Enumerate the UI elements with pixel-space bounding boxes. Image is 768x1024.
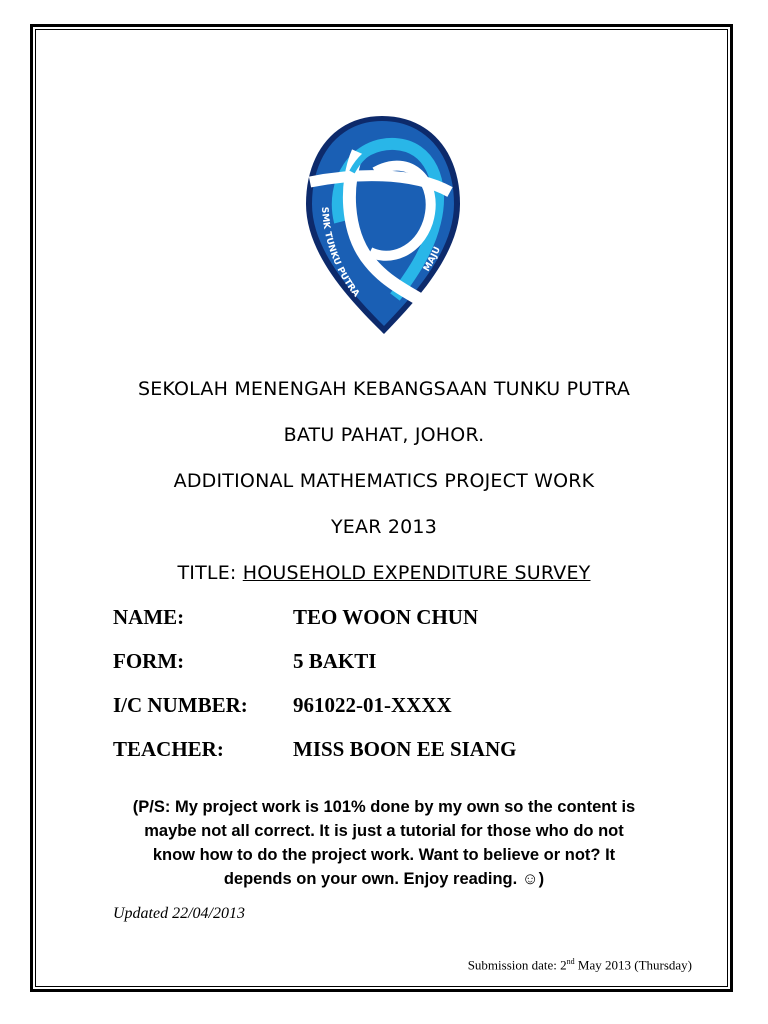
submission-rest: May 2013 (Thursday): [574, 957, 692, 973]
title-label: TITLE:: [177, 562, 243, 584]
crest-text-left: SMK TUNKU PUTRA: [318, 206, 361, 300]
ps-note-line: depends on your own. Enjoy reading. ☺): [223, 870, 545, 888]
ps-note-line: maybe not all correct. It is just a tutorial for those who do not: [144, 822, 624, 840]
teacher-value: MISS BOON EE SIANG: [293, 737, 517, 761]
submission-ordinal: nd: [566, 957, 575, 966]
teacher-label: TEACHER:: [113, 737, 224, 761]
ic-label: I/C NUMBER:: [113, 693, 248, 717]
project-title: [0, 562, 768, 584]
ps-note: [110, 795, 658, 891]
school-location: BATU PAHAT, JOHOR.: [283, 424, 485, 446]
ps-note-line: (P/S: My project work is 101% done by my own so the content is: [132, 798, 636, 816]
form-label: FORM:: [113, 649, 185, 673]
project-subject: ADDITIONAL MATHEMATICS PROJECT WORK: [173, 470, 595, 492]
ic-value: 961022-01-XXXX: [293, 693, 452, 717]
name-value: TEO WOON CHUN: [293, 605, 479, 629]
name-label: NAME:: [113, 605, 185, 629]
crest-text-right: MAJU: [422, 245, 443, 274]
submission-prefix: Submission date: 2: [467, 957, 567, 973]
title-value: HOUSEHOLD EXPENDITURE SURVEY: [242, 562, 591, 584]
ps-note-line: know how to do the project work. Want to believe or not? It: [152, 846, 616, 864]
project-year: YEAR 2013: [330, 516, 437, 538]
form-value: 5 BAKTI: [293, 649, 377, 673]
updated-date: Updated 22/04/2013: [113, 905, 245, 922]
school-crest-logo: [300, 112, 465, 337]
submission-date: [468, 957, 692, 973]
school-name: SEKOLAH MENENGAH KEBANGSAAN TUNKU PUTRA: [137, 378, 631, 400]
